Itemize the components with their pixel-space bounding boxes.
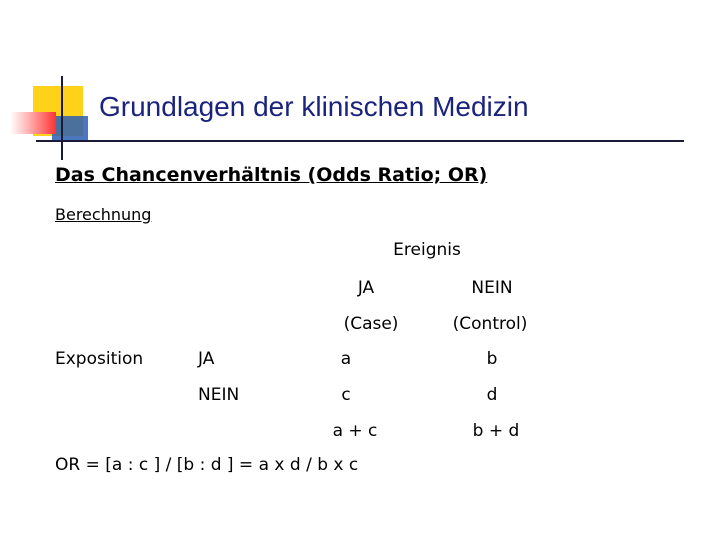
subtitle-odds-ratio: Das Chancenverhältnis (Odds Ratio; OR) <box>55 164 488 186</box>
table-row-ja: JA <box>198 349 215 369</box>
decor-vertical-line <box>61 76 63 160</box>
table-cell-a: a <box>340 349 352 369</box>
table-col-ja-sub: (Case) <box>343 314 399 334</box>
table-cell-c: c <box>341 385 351 405</box>
table-cell-b: b <box>486 349 498 369</box>
decor-red-bar <box>10 112 56 134</box>
table-event-header: Ereignis <box>393 240 461 260</box>
decor-blue-square <box>52 116 88 142</box>
table-col-ja: JA <box>357 278 375 298</box>
table-sum-left: a + c <box>332 421 378 441</box>
page-title: Grundlagen der klinischen Medizin <box>99 91 529 122</box>
formula-odds-ratio: OR = [a : c ] / [b : d ] = a x d / b x c <box>55 455 359 475</box>
table-col-nein-sub: (Control) <box>452 314 528 334</box>
table-cell-d: d <box>486 385 498 405</box>
table-row-label-exposition: Exposition <box>55 349 144 369</box>
table-sum-right: b + d <box>472 421 520 441</box>
section-label-berechnung: Berechnung <box>55 205 152 224</box>
decor-horizontal-line <box>36 140 684 142</box>
table-col-nein: NEIN <box>471 278 513 298</box>
table-row-nein: NEIN <box>198 385 240 405</box>
